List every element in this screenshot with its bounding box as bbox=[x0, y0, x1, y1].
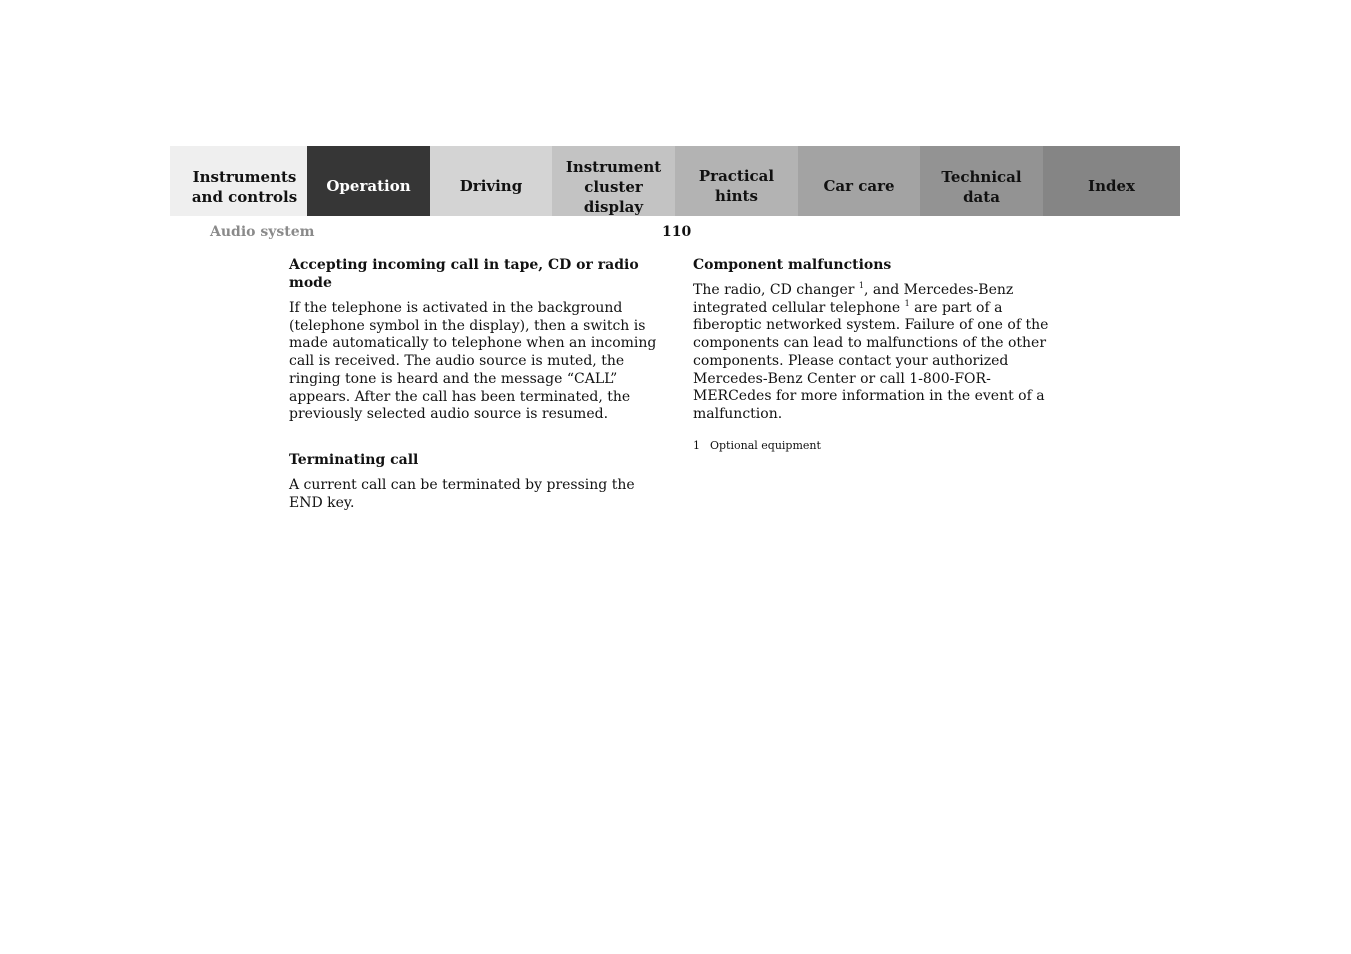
tab-operation[interactable]: Operation bbox=[307, 146, 430, 216]
heading-accepting-call: Accepting incoming call in tape, CD or radio mode bbox=[289, 257, 639, 291]
tab-practical-hints[interactable]: Practical hints bbox=[675, 146, 798, 216]
paragraph-part-1: The radio, CD changer bbox=[693, 282, 855, 298]
page-number: 110 bbox=[662, 224, 692, 240]
footnote-ref: 1 bbox=[904, 298, 910, 308]
heading-terminating-call: Terminating call bbox=[289, 451, 419, 468]
heading-component-malfunctions: Component malfunctions bbox=[693, 257, 892, 273]
right-column bbox=[693, 256, 1063, 454]
footnote-text: Optional equipment bbox=[710, 438, 821, 452]
paragraph-component-malfunctions bbox=[693, 282, 1063, 424]
left-column bbox=[289, 256, 659, 512]
paragraph-part-2: , and Mercedes-Benz integrated cellular telephone bbox=[693, 282, 1014, 316]
tab-driving[interactable]: Driving bbox=[430, 146, 552, 216]
paragraph-terminating-call: A current call can be terminated by pressing the END key. bbox=[289, 476, 635, 511]
footnote-ref: 1 bbox=[858, 281, 864, 290]
tab-instruments-and-controls[interactable]: Instruments and controls bbox=[170, 146, 307, 216]
footnote bbox=[693, 437, 1063, 455]
paragraph-part-3: are part of a fiberoptic networked system. Failure of one of the components can lead to malfunctions of the other components. Please contact your authorized Mercedes-Benz Center or call 1-800-FOR-MERCedes for more information in the event of a malfunction. bbox=[693, 299, 1049, 422]
chapter-nav bbox=[170, 146, 1180, 216]
paragraph-accepting-call: If the telephone is activated in the background (telephone symbol in the display), then a switch is made automatically to telephone when an incoming call is received. The audio source is muted, the ringing tone is heard and the message “CALL” appears. After the call has been terminated, the previously selected audio source is resumed. bbox=[289, 300, 657, 423]
tab-instrument-cluster-display[interactable]: Instrument cluster display bbox=[552, 146, 675, 216]
tab-technical-data[interactable]: Technical data bbox=[920, 146, 1043, 216]
footnote-number: 1 bbox=[693, 438, 700, 452]
section-title: Audio system bbox=[210, 224, 315, 240]
tab-index[interactable]: Index bbox=[1043, 146, 1180, 216]
tab-car-care[interactable]: Car care bbox=[798, 146, 920, 216]
